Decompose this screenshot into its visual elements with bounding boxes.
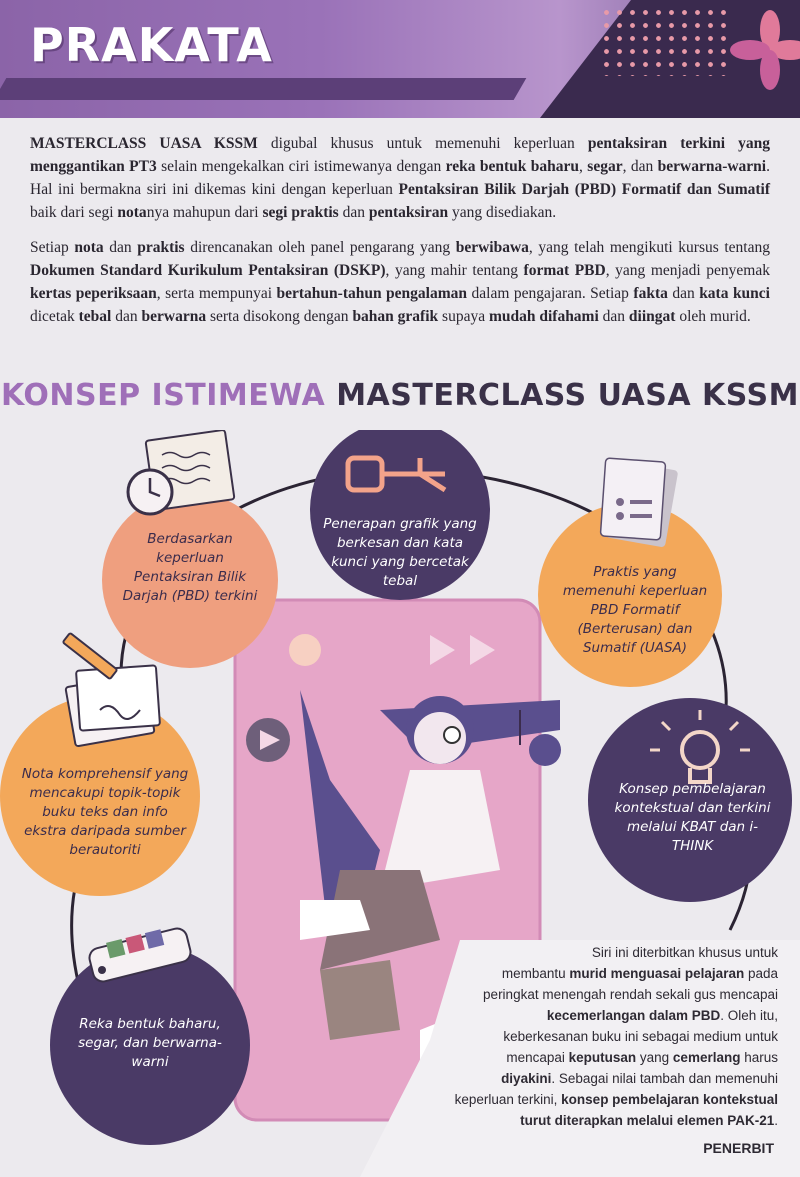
footer-line-run: murid menguasai pelajaran <box>569 966 745 981</box>
intro-paragraph-2-run: , yang menjadi penyemak <box>605 262 770 279</box>
footer-line-run: diyakini <box>501 1071 552 1086</box>
intro-paragraph-2-run: kertas peperiksaan <box>30 285 157 302</box>
footer-line <box>380 984 778 1005</box>
intro-paragraph-2-run: bertahun-tahun pengalaman <box>276 285 468 302</box>
intro-paragraph-1-run: pentaksiran terkini yang menggantikan PT3 <box>30 135 770 175</box>
intro-paragraph-1-run: reka bentuk baharu <box>445 158 579 175</box>
header-banner <box>0 0 800 118</box>
footer-line-run: keperluan terkini, <box>454 1092 562 1107</box>
footer-line-run: kecemerlangan dalam PBD <box>546 1008 721 1023</box>
footer-line-run: Siri ini diterbitkan khusus untuk <box>591 945 778 960</box>
intro-paragraph-2-run: oleh murid. <box>675 308 751 325</box>
concept-heading <box>0 378 800 413</box>
clock-icon <box>128 430 234 514</box>
intro-paragraph-2-run: dalam pengajaran. Setiap <box>467 285 634 302</box>
intro-paragraph-2-run: Dokumen Standard Kurikulum Pentaksiran (DSKP) <box>30 262 386 279</box>
publisher-label: PENERBIT <box>703 1140 774 1156</box>
intro-paragraph-2-run: mudah difahami <box>488 308 599 325</box>
intro-paragraph-2-run: bahan grafik <box>352 308 439 325</box>
concept-heading-b: MASTERCLASS UASA KSSM <box>336 378 799 413</box>
intro-paragraph-1-run: nya mahupun dari <box>146 204 263 221</box>
intro-paragraph-2 <box>30 236 770 328</box>
intro-paragraph-2-run: format PBD <box>523 262 606 279</box>
intro-paragraph-1-run: dan <box>338 204 369 221</box>
intro-paragraph-1-run: segi praktis <box>262 204 339 221</box>
bubble-nota-text: Nota komprehensif yang mencakupi topik-topik buku teks dan info ekstra daripada sumber berautoriti <box>21 766 189 858</box>
intro-paragraph-2-run: , serta mempunyai <box>156 285 277 302</box>
page-title: PRAKATA <box>30 18 273 72</box>
intro-text <box>30 132 770 340</box>
intro-paragraph-2-run: , yang mahir tentang <box>385 262 524 279</box>
intro-paragraph-1-run: berwarna-warni <box>657 158 767 175</box>
bubble-konsep-text: Konsep pembelajaran kontekstual dan terkini melalui KBAT dan i-THINK <box>614 781 771 854</box>
footer-line-run: mencapai <box>506 1050 569 1065</box>
intro-paragraph-2-run: Setiap <box>30 239 75 256</box>
intro-paragraph-1-run: nota <box>117 204 147 221</box>
intro-paragraph-1-run: pentaksiran <box>368 204 449 221</box>
intro-paragraph-2-run: dan <box>667 285 700 302</box>
intro-paragraph-2-run: tebal <box>78 308 112 325</box>
intro-paragraph-2-run: berwarna <box>141 308 207 325</box>
footer-line <box>380 1068 778 1089</box>
intro-paragraph-2-run: , yang telah mengikuti kursus tentang <box>528 239 770 256</box>
intro-paragraph-1 <box>30 132 770 224</box>
intro-paragraph-2-run: praktis <box>137 239 185 256</box>
intro-paragraph-2-run: nota <box>74 239 104 256</box>
footer-line-run: keberkesanan buku ini sebagai medium untuk <box>503 1029 778 1044</box>
footer-line-run: . <box>774 1113 778 1128</box>
intro-paragraph-2-run: dan <box>103 239 138 256</box>
concept-heading-a: KONSEP ISTIMEWA <box>1 378 326 413</box>
intro-paragraph-2-run: diingat <box>628 308 676 325</box>
footer-line-run: konsep pembelajaran kontekstual <box>561 1092 778 1107</box>
intro-paragraph-1-run: selain mengekalkan ciri istimewanya dengan <box>156 158 446 175</box>
footer-line-run: cemerlang <box>672 1050 741 1065</box>
intro-paragraph-1-run: , dan <box>622 158 658 175</box>
footer-line-run: keputusan <box>568 1050 637 1065</box>
intro-paragraph-2-run: direncanakan oleh panel pengarang yang <box>184 239 456 256</box>
footer-line-run: membantu <box>501 966 570 981</box>
header-stripe <box>0 78 526 100</box>
intro-paragraph-2-run: dan <box>598 308 629 325</box>
bubble-grafik-text: Penerapan grafik yang berkesan dan kata kunci yang bercetak tebal <box>323 516 477 589</box>
footer-line-run: . Oleh itu, <box>720 1008 778 1023</box>
bubble-reka-text: Reka bentuk baharu, segar, dan berwarna-warni <box>78 1016 222 1070</box>
flower-icon <box>730 10 800 90</box>
bulb-icon <box>289 634 321 666</box>
intro-paragraph-2-run: berwibawa <box>455 239 529 256</box>
footer-line-run: pada <box>744 966 778 981</box>
footer-text <box>380 942 778 1131</box>
intro-paragraph-1-run: . Hal ini bermakna siri ini dikemas kini dengan keperluan <box>30 158 770 198</box>
intro-paragraph-2-run: dicetak <box>30 308 79 325</box>
intro-paragraph-2-run: supaya <box>438 308 489 325</box>
document-icon <box>600 458 678 548</box>
intro-paragraph-2-run: serta disokong dengan <box>206 308 353 325</box>
footer-line-run: yang <box>636 1050 673 1065</box>
dot-pattern <box>600 6 730 76</box>
intro-paragraph-1-run: yang disediakan. <box>448 204 557 221</box>
footer-line <box>380 1047 778 1068</box>
intro-paragraph-2-run: kata kunci <box>699 285 770 302</box>
intro-paragraph-1-run: , <box>579 158 588 175</box>
footer-line <box>380 963 778 984</box>
footer-line <box>380 1005 778 1026</box>
intro-paragraph-1-run: digubal khusus untuk memenuhi keperluan <box>257 135 588 152</box>
intro-paragraph-1-run: segar <box>587 158 623 175</box>
intro-paragraph-1-run: baik dari segi <box>30 204 118 221</box>
bubble-praktis-text: Praktis yang memenuhi keperluan PBD Formatif (Berterusan) dan Sumatif (UASA) <box>562 564 708 656</box>
intro-paragraph-1-run: Pentaksiran Bilik Darjah (PBD) Formatif dan Sumatif <box>398 181 771 198</box>
footer-line-run: turut diterapkan melalui elemen PAK-21 <box>520 1113 775 1128</box>
footer-line-run: . Sebagai nilai tambah dan memenuhi <box>551 1071 778 1086</box>
footer-line <box>380 1110 778 1131</box>
intro-paragraph-2-run: fakta <box>633 285 668 302</box>
intro-paragraph-1-run: MASTERCLASS UASA KSSM <box>30 135 258 152</box>
bubble-pbd-text: Berdasarkan keperluan Pentaksiran Bilik Darjah (PBD) terkini <box>122 531 258 604</box>
footer-line-run: harus <box>740 1050 778 1065</box>
footer-line <box>380 1026 778 1047</box>
footer-line <box>380 1089 778 1110</box>
footer-line <box>380 942 778 963</box>
intro-paragraph-2-run: dan <box>111 308 142 325</box>
footer-line-run: peringkat menengah rendah sekali gus mencapai <box>483 987 778 1002</box>
